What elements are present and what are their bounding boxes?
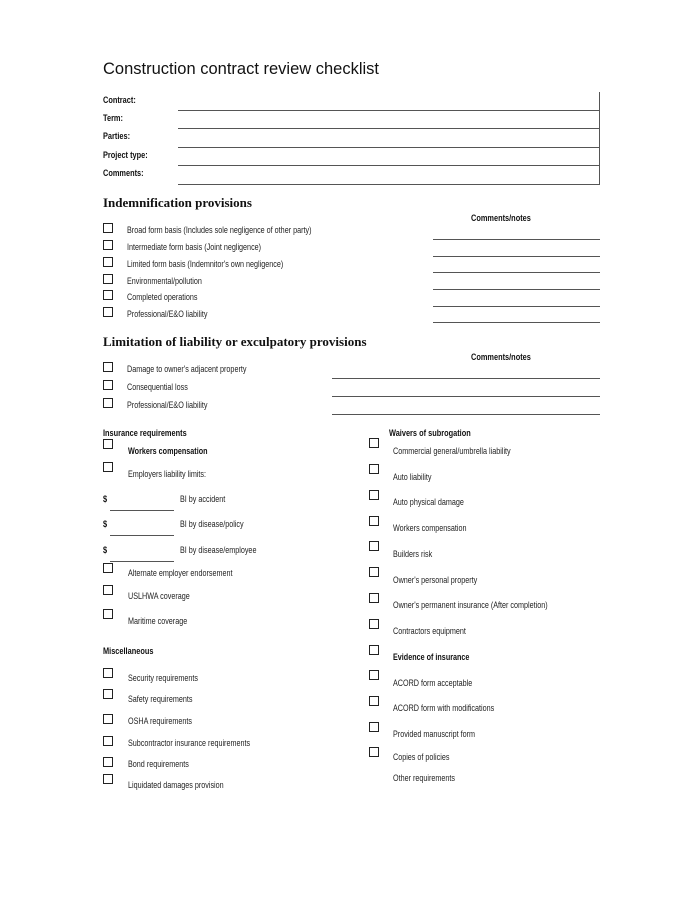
indemnification-checkbox[interactable] <box>103 240 113 250</box>
workers-comp-checkbox[interactable] <box>103 439 113 449</box>
evidence-checkbox[interactable] <box>369 645 379 655</box>
limitation-item-label: Professional/E&O liability <box>127 400 208 410</box>
miscellaneous-item-label: OSHA requirements <box>128 716 193 726</box>
indemnification-comment-line[interactable] <box>433 322 600 323</box>
miscellaneous-checkbox[interactable] <box>103 668 113 678</box>
waivers-item-label: Builders risk <box>393 549 433 559</box>
waivers-item-label: Owner's personal property <box>393 575 478 585</box>
header-box-right-border <box>599 92 600 185</box>
page-title: Construction contract review checklist <box>103 60 380 78</box>
workers-comp-label: Workers compensation <box>128 446 208 456</box>
limit-label: BI by accident <box>180 494 226 504</box>
evidence-heading: Evidence of insurance <box>393 652 470 662</box>
indemnification-checkbox[interactable] <box>103 307 113 317</box>
limitation-comment-line[interactable] <box>332 414 600 415</box>
limit-currency: $ <box>103 494 108 504</box>
indemnification-checkbox[interactable] <box>103 274 113 284</box>
waivers-checkbox[interactable] <box>369 516 379 526</box>
limit-currency: $ <box>103 545 108 555</box>
miscellaneous-checkbox[interactable] <box>103 757 113 767</box>
limit-label: BI by disease/policy <box>180 519 244 529</box>
employers-liability-label: Employers liability limits: <box>128 469 207 479</box>
miscellaneous-checkbox[interactable] <box>103 736 113 746</box>
insurance-item-label: Maritime coverage <box>128 616 188 626</box>
miscellaneous-heading: Miscellaneous <box>103 646 154 656</box>
limitation-comment-line[interactable] <box>332 396 600 397</box>
waivers-item-label: Auto physical damage <box>393 497 464 507</box>
limit-amount-line[interactable] <box>110 510 174 511</box>
limit-amount-line[interactable] <box>110 561 174 562</box>
miscellaneous-item-label: Subcontractor insurance requirements <box>128 738 251 748</box>
indemnification-item-label: Broad form basis (Includes sole negligence of other party) <box>127 225 312 235</box>
miscellaneous-checkbox[interactable] <box>103 774 113 784</box>
waivers-checkbox[interactable] <box>369 464 379 474</box>
limitation-checkbox[interactable] <box>103 362 113 372</box>
indemnification-comment-line[interactable] <box>433 289 600 290</box>
parties-field-line[interactable] <box>178 147 600 148</box>
evidence-item-label: ACORD form with modifications <box>393 703 495 713</box>
insurance-heading: Insurance requirements <box>103 428 187 438</box>
miscellaneous-item-label: Security requirements <box>128 673 199 683</box>
term-field-line[interactable] <box>178 128 600 129</box>
evidence-checkbox[interactable] <box>369 722 379 732</box>
limit-label: BI by disease/employee <box>180 545 257 555</box>
waivers-checkbox[interactable] <box>369 567 379 577</box>
waivers-checkbox[interactable] <box>369 490 379 500</box>
indemnification-item-label: Completed operations <box>127 292 198 302</box>
waivers-checkbox[interactable] <box>369 619 379 629</box>
insurance-checkbox[interactable] <box>103 563 113 573</box>
indemnification-comment-line[interactable] <box>433 256 600 257</box>
limitation-heading: Limitation of liability or exculpatory provisions <box>103 334 367 349</box>
indemnification-comment-line[interactable] <box>433 272 600 273</box>
evidence-item-label: ACORD form acceptable <box>393 678 473 688</box>
insurance-item-label: Alternate employer endorsement <box>128 568 233 578</box>
waivers-item-label: Owner's permanent insurance (After completion) <box>393 600 548 610</box>
indemnification-item-label: Professional/E&O liability <box>127 309 208 319</box>
waivers-heading: Waivers of subrogation <box>389 428 471 438</box>
waivers-item-label: Workers compensation <box>393 523 467 533</box>
waivers-item-label: Auto liability <box>393 472 432 482</box>
comments-field-line[interactable] <box>178 184 600 185</box>
other-requirements-label: Other requirements <box>393 773 456 783</box>
miscellaneous-item-label: Bond requirements <box>128 759 189 769</box>
miscellaneous-item-label: Safety requirements <box>128 694 193 704</box>
evidence-item-label: Copies of policies <box>393 752 450 762</box>
indemnification-item-label: Intermediate form basis (Joint negligence) <box>127 242 262 252</box>
insurance-item-label: USLHWA coverage <box>128 591 190 601</box>
indemnification-comments-label: Comments/notes <box>471 213 531 223</box>
miscellaneous-item-label: Liquidated damages provision <box>128 780 224 790</box>
indemnification-checkbox[interactable] <box>103 257 113 267</box>
indemnification-checkbox[interactable] <box>103 290 113 300</box>
insurance-checkbox[interactable] <box>103 609 113 619</box>
indemnification-item-label: Environmental/pollution <box>127 276 202 286</box>
limit-amount-line[interactable] <box>110 535 174 536</box>
waivers-item-label: Contractors equipment <box>393 626 466 636</box>
comments-label: Comments: <box>103 168 144 178</box>
limitation-item-label: Damage to owner's adjacent property <box>127 364 247 374</box>
limitation-comments-label: Comments/notes <box>471 352 531 362</box>
waivers-checkbox[interactable] <box>369 593 379 603</box>
miscellaneous-checkbox[interactable] <box>103 714 113 724</box>
project-type-field-line[interactable] <box>178 165 600 166</box>
contract-field-line[interactable] <box>178 110 600 111</box>
limitation-checkbox[interactable] <box>103 380 113 390</box>
contract-label: Contract: <box>103 95 136 105</box>
limitation-comment-line[interactable] <box>332 378 600 379</box>
evidence-checkbox[interactable] <box>369 696 379 706</box>
indemnification-comment-line[interactable] <box>433 239 600 240</box>
parties-label: Parties: <box>103 131 131 141</box>
evidence-item-label: Provided manuscript form <box>393 729 476 739</box>
indemnification-item-label: Limited form basis (Indemnitor's own negligence) <box>127 259 284 269</box>
limit-currency: $ <box>103 519 108 529</box>
project-type-label: Project type: <box>103 150 148 160</box>
insurance-checkbox[interactable] <box>103 585 113 595</box>
indemnification-comment-line[interactable] <box>433 306 600 307</box>
evidence-checkbox[interactable] <box>369 670 379 680</box>
waivers-checkbox[interactable] <box>369 438 379 448</box>
employers-liability-checkbox[interactable] <box>103 462 113 472</box>
miscellaneous-checkbox[interactable] <box>103 689 113 699</box>
term-label: Term: <box>103 113 123 123</box>
indemnification-checkbox[interactable] <box>103 223 113 233</box>
limitation-item-label: Consequential loss <box>127 382 188 392</box>
limitation-checkbox[interactable] <box>103 398 113 408</box>
indemnification-heading: Indemnification provisions <box>103 195 252 210</box>
waivers-item-label: Commercial general/umbrella liability <box>393 446 511 456</box>
waivers-checkbox[interactable] <box>369 541 379 551</box>
evidence-checkbox[interactable] <box>369 747 379 757</box>
